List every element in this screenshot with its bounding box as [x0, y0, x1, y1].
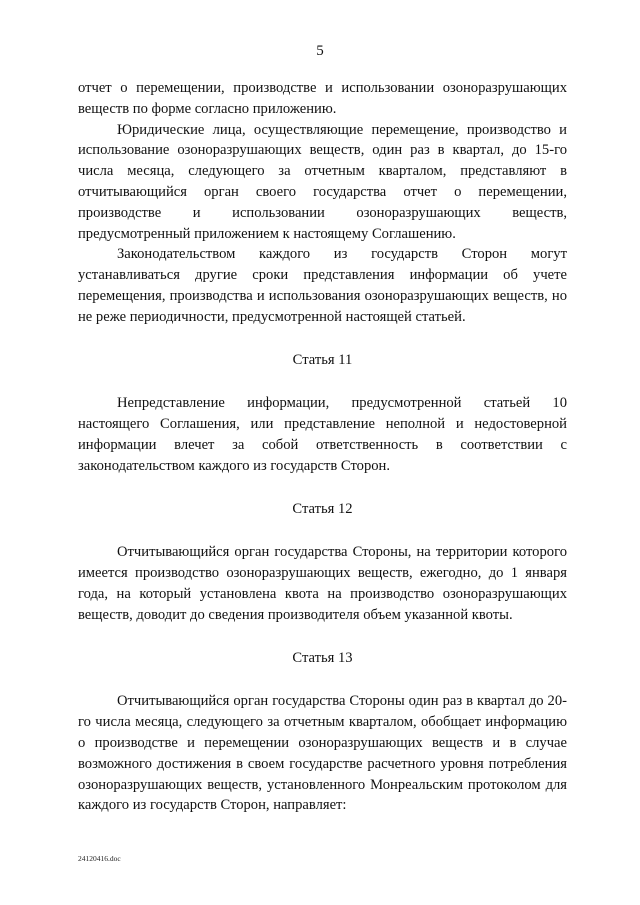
paragraph-continuation: отчет о перемещении, производстве и использовании озоноразрушающих веществ по форме согласно приложению. — [78, 80, 567, 117]
article-13-heading: Статья 13 — [292, 649, 353, 666]
article-11-text: Непредставление информации, предусмотренной статьей 10 настоящего Соглашения, или представление неполной и недостоверной информации влечет за собой ответственность в соответствии с законодательством каждого из государств Сторон. — [78, 395, 567, 474]
paragraph-legal-entities: Юридические лица, осуществляющие перемещение, производство и использование озоноразрушающих веществ, один раз в квартал, до 15-го числа месяца, следующего за отчетным кварталом, представляют в отчитывающийся орган своего государства отчет о перемещении, производстве и использовании озоноразрушающих веществ, предусмотренный приложением к настоящему Соглашению. — [78, 121, 567, 242]
page-number: 5 — [316, 43, 324, 59]
article-12-text: Отчитывающийся орган государства Стороны, на территории которого имеется производство озоноразрушающих веществ, ежегодно, до 1 января года, на который установлена квота на производство озоноразрушающих веществ, доводит до сведения производителя объем указанной квоты. — [78, 544, 567, 623]
article-11-heading: Статья 11 — [292, 351, 353, 368]
document-body — [78, 78, 567, 816]
article-12-heading: Статья 12 — [292, 500, 353, 517]
paragraph-legislation: Законодательством каждого из государств Сторон могут устанавливаться другие сроки представления информации об учете перемещения, производства и использования озоноразрушающих веществ, но не реже периодичности, предусмотренной настоящей статьей. — [78, 246, 567, 325]
article-13-text: Отчитывающийся орган государства Стороны один раз в квартал до 20-го числа месяца, следующего за отчетным кварталом, обобщает информацию о производстве и перемещении озоноразрушающих веществ и в случае возможного достижения в своем государстве расчетного уровня потребления озоноразрушающих веществ, установленного Монреальским протоколом для каждого из государств Сторон, направляет: — [78, 693, 567, 814]
footer-filename: 24120416.doc — [78, 854, 121, 863]
